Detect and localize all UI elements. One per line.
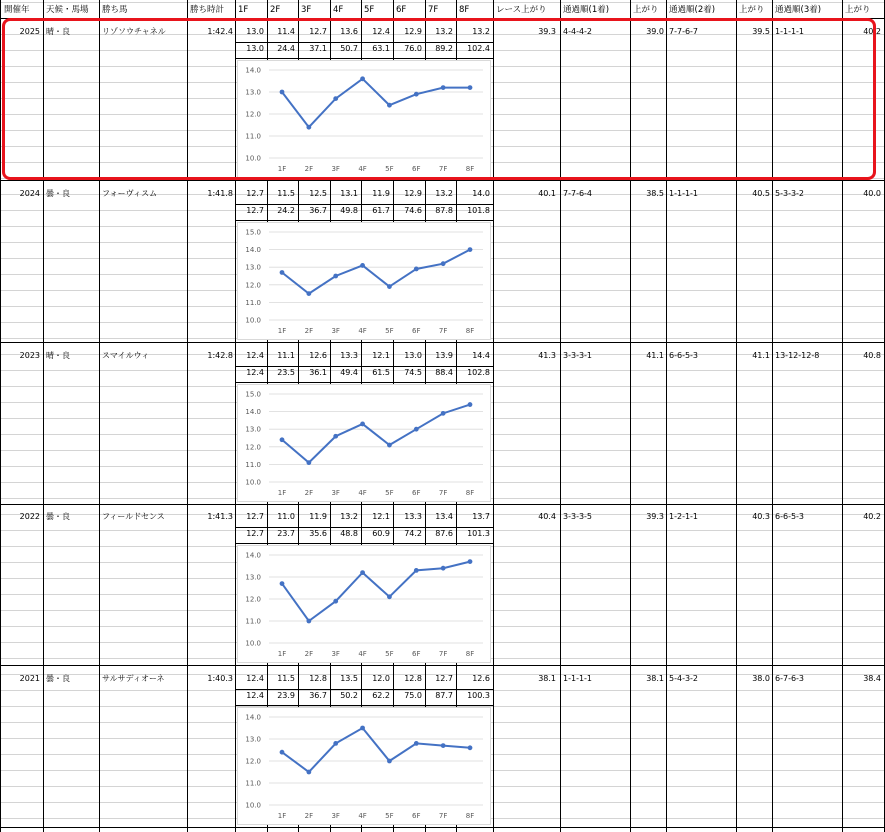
cell-lap[interactable]: 13.0: [246, 27, 264, 36]
header-weather[interactable]: 天候・馬場: [46, 5, 89, 15]
cell-cumulative[interactable]: 87.8: [435, 206, 453, 215]
y-tick-label: 13.0: [245, 735, 261, 744]
x-tick-label: 2F: [304, 327, 314, 335]
cell-time[interactable]: 1:41.3: [207, 512, 233, 521]
header-agari-2nd[interactable]: 上がり: [739, 5, 765, 15]
x-tick-label: 5F: [385, 812, 394, 820]
cell-cumulative[interactable]: 101.3: [467, 529, 490, 538]
cell-cumulative[interactable]: 74.6: [404, 206, 422, 215]
cell-lap[interactable]: 12.8: [404, 674, 422, 683]
x-tick-label: 7F: [438, 650, 448, 658]
cell-agari-3rd[interactable]: 40.8: [863, 351, 881, 360]
x-tick-label: 8F: [465, 165, 475, 173]
cell-order-1st[interactable]: 4-4-4-2: [563, 27, 593, 36]
lap-chart[interactable]: [237, 707, 491, 825]
chart-frame: [238, 708, 491, 825]
y-tick-label: 12.0: [245, 281, 261, 290]
lap-chart[interactable]: [237, 545, 491, 663]
cell-cumulative[interactable]: 24.2: [277, 206, 295, 215]
cell-agari-3rd[interactable]: 40.0: [863, 189, 881, 198]
cell-lap[interactable]: 12.9: [404, 189, 422, 198]
lap-chart[interactable]: [237, 384, 491, 502]
x-tick-label: 1F: [277, 165, 287, 173]
cell-cumulative[interactable]: 50.2: [340, 691, 358, 700]
header-winner[interactable]: 勝ち馬: [102, 5, 128, 15]
cell-race-agari[interactable]: 40.4: [538, 512, 556, 521]
cell-order-1st[interactable]: 1-1-1-1: [563, 674, 593, 683]
lap-chart-svg: [237, 707, 491, 825]
row-border: [0, 504, 885, 505]
y-tick-label: 12.0: [245, 110, 261, 119]
data-point: [414, 741, 419, 746]
y-tick-label: 12.0: [245, 595, 261, 604]
cell-cumulative[interactable]: 63.1: [372, 44, 390, 53]
cell-cumulative[interactable]: 12.7: [246, 206, 264, 215]
header-3f[interactable]: 3F: [301, 5, 312, 15]
cell-lap[interactable]: 11.4: [277, 27, 295, 36]
x-tick-label: 6F: [412, 650, 421, 658]
cell-cumulative[interactable]: 102.4: [467, 44, 490, 53]
data-point: [333, 274, 338, 279]
cell-lap[interactable]: 13.2: [472, 27, 490, 36]
row-border: [235, 543, 493, 544]
cell-lap[interactable]: 13.3: [340, 351, 358, 360]
cell-cumulative[interactable]: 12.7: [246, 529, 264, 538]
cell-cumulative[interactable]: 49.8: [340, 206, 358, 215]
y-tick-label: 13.0: [245, 425, 261, 434]
row-border: [0, 827, 885, 828]
header-5f[interactable]: 5F: [364, 5, 375, 15]
cell-order-3rd[interactable]: 1-1-1-1: [775, 27, 805, 36]
cell-order-1st[interactable]: 7-7-6-4: [563, 189, 593, 198]
y-tick-label: 11.0: [245, 617, 261, 626]
cell-order-2nd[interactable]: 1-1-1-1: [669, 189, 699, 198]
x-tick-label: 5F: [385, 165, 394, 173]
y-tick-label: 10.0: [245, 154, 261, 163]
chart-frame: [238, 223, 491, 340]
cell-agari-3rd[interactable]: 40.2: [863, 512, 881, 521]
cell-cumulative[interactable]: 100.3: [467, 691, 490, 700]
data-point: [360, 422, 365, 427]
cell-order-3rd[interactable]: 6-6-5-3: [775, 512, 805, 521]
cell-agari-2nd[interactable]: 41.1: [752, 351, 770, 360]
x-tick-label: 4F: [358, 327, 367, 335]
data-point: [387, 284, 392, 289]
cell-lap[interactable]: 12.4: [246, 351, 264, 360]
x-tick-label: 4F: [358, 165, 367, 173]
y-tick-label: 14.0: [245, 246, 261, 255]
cell-lap[interactable]: 12.1: [372, 351, 390, 360]
y-tick-label: 13.0: [245, 573, 261, 582]
cell-lap[interactable]: 12.4: [372, 27, 390, 36]
x-tick-label: 8F: [465, 812, 475, 820]
y-tick-label: 12.0: [245, 757, 261, 766]
header-race-agari[interactable]: レース上がり: [496, 5, 547, 15]
header-time[interactable]: 勝ち時計: [190, 5, 225, 15]
data-point: [468, 745, 473, 750]
x-tick-label: 1F: [277, 812, 287, 820]
x-tick-label: 6F: [412, 489, 421, 497]
chart-frame: [238, 546, 491, 663]
cell-cumulative[interactable]: 36.1: [309, 368, 327, 377]
cell-weather[interactable]: 晴・良: [46, 27, 70, 36]
x-tick-label: 7F: [438, 489, 448, 497]
header-year[interactable]: 開催年: [4, 5, 30, 15]
header-4f[interactable]: 4F: [333, 5, 344, 15]
cell-cumulative[interactable]: 87.7: [435, 691, 453, 700]
row-border: [235, 382, 493, 383]
cell-lap[interactable]: 13.6: [340, 27, 358, 36]
cell-lap[interactable]: 11.1: [277, 351, 295, 360]
cell-time[interactable]: 1:42.4: [207, 27, 233, 36]
x-tick-label: 1F: [277, 327, 287, 335]
y-tick-label: 10.0: [245, 801, 261, 810]
cell-winner[interactable]: スマイルウィ: [102, 351, 150, 360]
x-tick-label: 1F: [277, 489, 287, 497]
cell-weather[interactable]: 曇・良: [46, 512, 70, 521]
cell-time[interactable]: 1:40.3: [207, 674, 233, 683]
cell-cumulative[interactable]: 23.5: [277, 368, 295, 377]
cell-cumulative[interactable]: 89.2: [435, 44, 453, 53]
y-tick-label: 14.0: [245, 408, 261, 417]
cell-agari-1st[interactable]: 39.0: [646, 27, 664, 36]
cell-agari-2nd[interactable]: 39.5: [752, 27, 770, 36]
x-tick-label: 2F: [304, 812, 314, 820]
y-tick-label: 15.0: [245, 228, 261, 237]
cell-year[interactable]: 2023: [19, 351, 40, 360]
header-agari-1st[interactable]: 上がり: [633, 5, 659, 15]
data-point: [333, 599, 338, 604]
cell-cumulative[interactable]: 23.7: [277, 529, 295, 538]
header-order-2nd[interactable]: 通過順(2着): [669, 5, 716, 15]
cell-lap[interactable]: 11.5: [277, 189, 295, 198]
x-tick-label: 6F: [412, 812, 421, 820]
cell-cumulative[interactable]: 12.4: [246, 691, 264, 700]
cell-year[interactable]: 2022: [19, 512, 40, 521]
cell-race-agari[interactable]: 39.3: [538, 27, 556, 36]
cell-order-2nd[interactable]: 7-7-6-7: [669, 27, 699, 36]
y-tick-label: 13.0: [245, 263, 261, 272]
cell-agari-1st[interactable]: 38.1: [646, 674, 664, 683]
cell-agari-2nd[interactable]: 38.0: [752, 674, 770, 683]
lap-chart-svg: [237, 545, 491, 663]
cell-cumulative[interactable]: 36.7: [309, 691, 327, 700]
data-point: [468, 402, 473, 407]
cell-cumulative[interactable]: 49.4: [340, 368, 358, 377]
cell-agari-3rd[interactable]: 38.4: [863, 674, 881, 683]
y-tick-label: 11.0: [245, 779, 261, 788]
data-point: [306, 619, 311, 624]
y-tick-label: 14.0: [245, 713, 261, 722]
cell-weather[interactable]: 曇・良: [46, 674, 70, 683]
x-tick-label: 1F: [277, 650, 287, 658]
cell-cumulative[interactable]: 13.0: [246, 44, 264, 53]
cell-winner[interactable]: リゾソウチャネル: [102, 27, 166, 36]
cell-lap[interactable]: 12.7: [309, 27, 327, 36]
x-tick-label: 2F: [304, 650, 314, 658]
cell-order-2nd[interactable]: 6-6-5-3: [669, 351, 699, 360]
y-tick-label: 10.0: [245, 639, 261, 648]
cell-lap[interactable]: 11.0: [277, 512, 295, 521]
cell-lap[interactable]: 14.4: [472, 351, 490, 360]
cell-cumulative[interactable]: 50.7: [340, 44, 358, 53]
data-point: [468, 247, 473, 252]
cell-cumulative[interactable]: 12.4: [246, 368, 264, 377]
cell-lap[interactable]: 13.1: [340, 189, 358, 198]
cell-race-agari[interactable]: 41.3: [538, 351, 556, 360]
cell-agari-2nd[interactable]: 40.3: [752, 512, 770, 521]
cell-cumulative[interactable]: 74.2: [404, 529, 422, 538]
cell-weather[interactable]: 曇・良: [46, 189, 70, 198]
cell-lap[interactable]: 12.8: [309, 674, 327, 683]
x-tick-label: 5F: [385, 489, 394, 497]
x-tick-label: 2F: [304, 489, 314, 497]
cell-cumulative[interactable]: 75.0: [404, 691, 422, 700]
x-tick-label: 2F: [304, 165, 314, 173]
cell-lap[interactable]: 13.9: [435, 351, 453, 360]
data-point: [360, 570, 365, 575]
cell-lap[interactable]: 13.2: [435, 27, 453, 36]
cell-lap[interactable]: 13.3: [404, 512, 422, 521]
x-tick-label: 6F: [412, 165, 421, 173]
data-point: [414, 427, 419, 432]
cell-cumulative[interactable]: 101.8: [467, 206, 490, 215]
data-point: [441, 261, 446, 266]
cell-cumulative[interactable]: 87.6: [435, 529, 453, 538]
data-point: [306, 460, 311, 465]
gridline: [0, 2, 885, 3]
header-order-3rd[interactable]: 通過順(3着): [775, 5, 822, 15]
header-1f[interactable]: 1F: [238, 5, 249, 15]
x-tick-label: 7F: [438, 812, 448, 820]
header-6f[interactable]: 6F: [396, 5, 407, 15]
data-point: [280, 437, 285, 442]
x-tick-label: 4F: [358, 650, 367, 658]
y-tick-label: 11.0: [245, 132, 261, 141]
header-8f[interactable]: 8F: [459, 5, 470, 15]
cell-time[interactable]: 1:41.8: [207, 189, 233, 198]
cell-lap[interactable]: 13.0: [404, 351, 422, 360]
cell-lap[interactable]: 13.7: [472, 512, 490, 521]
cell-year[interactable]: 2021: [19, 674, 40, 683]
data-point: [280, 270, 285, 275]
x-tick-label: 7F: [438, 327, 448, 335]
cell-year[interactable]: 2024: [19, 189, 40, 198]
cell-cumulative[interactable]: 74.5: [404, 368, 422, 377]
x-tick-label: 8F: [465, 489, 475, 497]
data-point: [441, 411, 446, 416]
row-border: [0, 665, 885, 666]
chart-frame: [238, 385, 491, 502]
lap-chart-svg: [237, 384, 491, 502]
cell-lap[interactable]: 11.9: [372, 189, 390, 198]
y-tick-label: 14.0: [245, 551, 261, 560]
column-border: [0, 0, 1, 832]
cell-lap[interactable]: 11.5: [277, 674, 295, 683]
cell-agari-1st[interactable]: 41.1: [646, 351, 664, 360]
header-7f[interactable]: 7F: [428, 5, 439, 15]
x-tick-label: 4F: [358, 489, 367, 497]
cell-order-3rd[interactable]: 5-3-3-2: [775, 189, 805, 198]
cell-agari-2nd[interactable]: 40.5: [752, 189, 770, 198]
header-order-1st[interactable]: 通過順(1着): [563, 5, 610, 15]
cell-year[interactable]: 2025: [19, 27, 40, 36]
cell-lap[interactable]: 13.2: [340, 512, 358, 521]
cell-winner[interactable]: フィールドセンス: [102, 512, 165, 521]
cell-cumulative[interactable]: 62.2: [372, 691, 390, 700]
cell-lap[interactable]: 13.4: [435, 512, 453, 521]
data-point: [360, 263, 365, 268]
data-point: [360, 726, 365, 731]
cell-race-agari[interactable]: 40.1: [538, 189, 556, 198]
lap-chart[interactable]: [237, 222, 491, 340]
cell-order-3rd[interactable]: 13-12-12-8: [775, 351, 820, 360]
row-border: [235, 705, 493, 706]
data-point: [468, 559, 473, 564]
x-tick-label: 3F: [331, 812, 340, 820]
x-tick-label: 5F: [385, 650, 394, 658]
data-point: [333, 741, 338, 746]
data-point: [387, 443, 392, 448]
cell-lap[interactable]: 11.9: [309, 512, 327, 521]
cell-lap[interactable]: 12.5: [309, 189, 327, 198]
header-2f[interactable]: 2F: [270, 5, 281, 15]
cell-cumulative[interactable]: 60.9: [372, 529, 390, 538]
data-point: [387, 594, 392, 599]
data-point: [414, 568, 419, 573]
y-tick-label: 10.0: [245, 316, 261, 325]
cell-time[interactable]: 1:42.8: [207, 351, 233, 360]
cell-lap[interactable]: 12.0: [372, 674, 390, 683]
cell-lap[interactable]: 14.0: [472, 189, 490, 198]
cell-lap[interactable]: 12.7: [435, 674, 453, 683]
y-tick-label: 12.0: [245, 443, 261, 452]
data-point: [441, 743, 446, 748]
x-tick-label: 3F: [331, 650, 340, 658]
cell-agari-3rd[interactable]: 40.2: [863, 27, 881, 36]
cell-lap[interactable]: 12.6: [472, 674, 490, 683]
x-tick-label: 8F: [465, 327, 475, 335]
y-tick-label: 13.0: [245, 88, 261, 97]
data-point: [280, 581, 285, 586]
cell-cumulative[interactable]: 48.8: [340, 529, 358, 538]
cell-order-2nd[interactable]: 5-4-3-2: [669, 674, 699, 683]
y-tick-label: 11.0: [245, 460, 261, 469]
cell-lap[interactable]: 13.5: [340, 674, 358, 683]
cell-agari-1st[interactable]: 39.3: [646, 512, 664, 521]
cell-weather[interactable]: 晴・良: [46, 351, 70, 360]
row-border: [0, 342, 885, 343]
cell-cumulative[interactable]: 61.7: [372, 206, 390, 215]
cell-lap[interactable]: 12.1: [372, 512, 390, 521]
cell-winner[interactable]: フォーヴィスム: [102, 189, 158, 198]
lap-chart-svg: [237, 222, 491, 340]
highlight-box: [2, 18, 876, 180]
cell-cumulative[interactable]: 102.8: [467, 368, 490, 377]
cell-race-agari[interactable]: 38.1: [538, 674, 556, 683]
data-point: [280, 750, 285, 755]
cell-lap[interactable]: 12.4: [246, 674, 264, 683]
y-tick-label: 10.0: [245, 478, 261, 487]
cell-cumulative[interactable]: 36.7: [309, 206, 327, 215]
cell-order-1st[interactable]: 3-3-3-5: [563, 512, 593, 521]
data-point: [441, 566, 446, 571]
cell-agari-1st[interactable]: 38.5: [646, 189, 664, 198]
cell-order-3rd[interactable]: 6-7-6-3: [775, 674, 805, 683]
cell-lap[interactable]: 13.2: [435, 189, 453, 198]
x-tick-label: 4F: [358, 812, 367, 820]
x-tick-label: 8F: [465, 650, 475, 658]
x-tick-label: 3F: [331, 489, 340, 497]
data-point: [387, 759, 392, 764]
data-point: [333, 434, 338, 439]
cell-cumulative[interactable]: 23.9: [277, 691, 295, 700]
data-point: [306, 770, 311, 775]
header-agari-3rd[interactable]: 上がり: [845, 5, 871, 15]
row-border: [235, 220, 493, 221]
cell-lap[interactable]: 12.7: [246, 189, 264, 198]
x-tick-label: 3F: [331, 165, 340, 173]
x-tick-label: 7F: [438, 165, 448, 173]
cell-cumulative[interactable]: 24.4: [277, 44, 295, 53]
cell-lap[interactable]: 12.6: [309, 351, 327, 360]
cell-lap[interactable]: 12.9: [404, 27, 422, 36]
cell-winner[interactable]: サルサディオーネ: [102, 674, 165, 683]
cell-cumulative[interactable]: 37.1: [309, 44, 327, 53]
cell-order-1st[interactable]: 3-3-3-1: [563, 351, 593, 360]
cell-order-2nd[interactable]: 1-2-1-1: [669, 512, 699, 521]
data-point: [306, 291, 311, 296]
x-tick-label: 6F: [412, 327, 421, 335]
y-tick-label: 15.0: [245, 390, 261, 399]
cell-lap[interactable]: 12.7: [246, 512, 264, 521]
cell-cumulative[interactable]: 76.0: [404, 44, 422, 53]
y-tick-label: 14.0: [245, 66, 261, 75]
cell-cumulative[interactable]: 88.4: [435, 368, 453, 377]
row-border: [0, 180, 885, 181]
data-point: [414, 267, 419, 272]
x-tick-label: 5F: [385, 327, 394, 335]
cell-cumulative[interactable]: 61.5: [372, 368, 390, 377]
y-tick-label: 11.0: [245, 298, 261, 307]
x-tick-label: 3F: [331, 327, 340, 335]
cell-cumulative[interactable]: 35.6: [309, 529, 327, 538]
